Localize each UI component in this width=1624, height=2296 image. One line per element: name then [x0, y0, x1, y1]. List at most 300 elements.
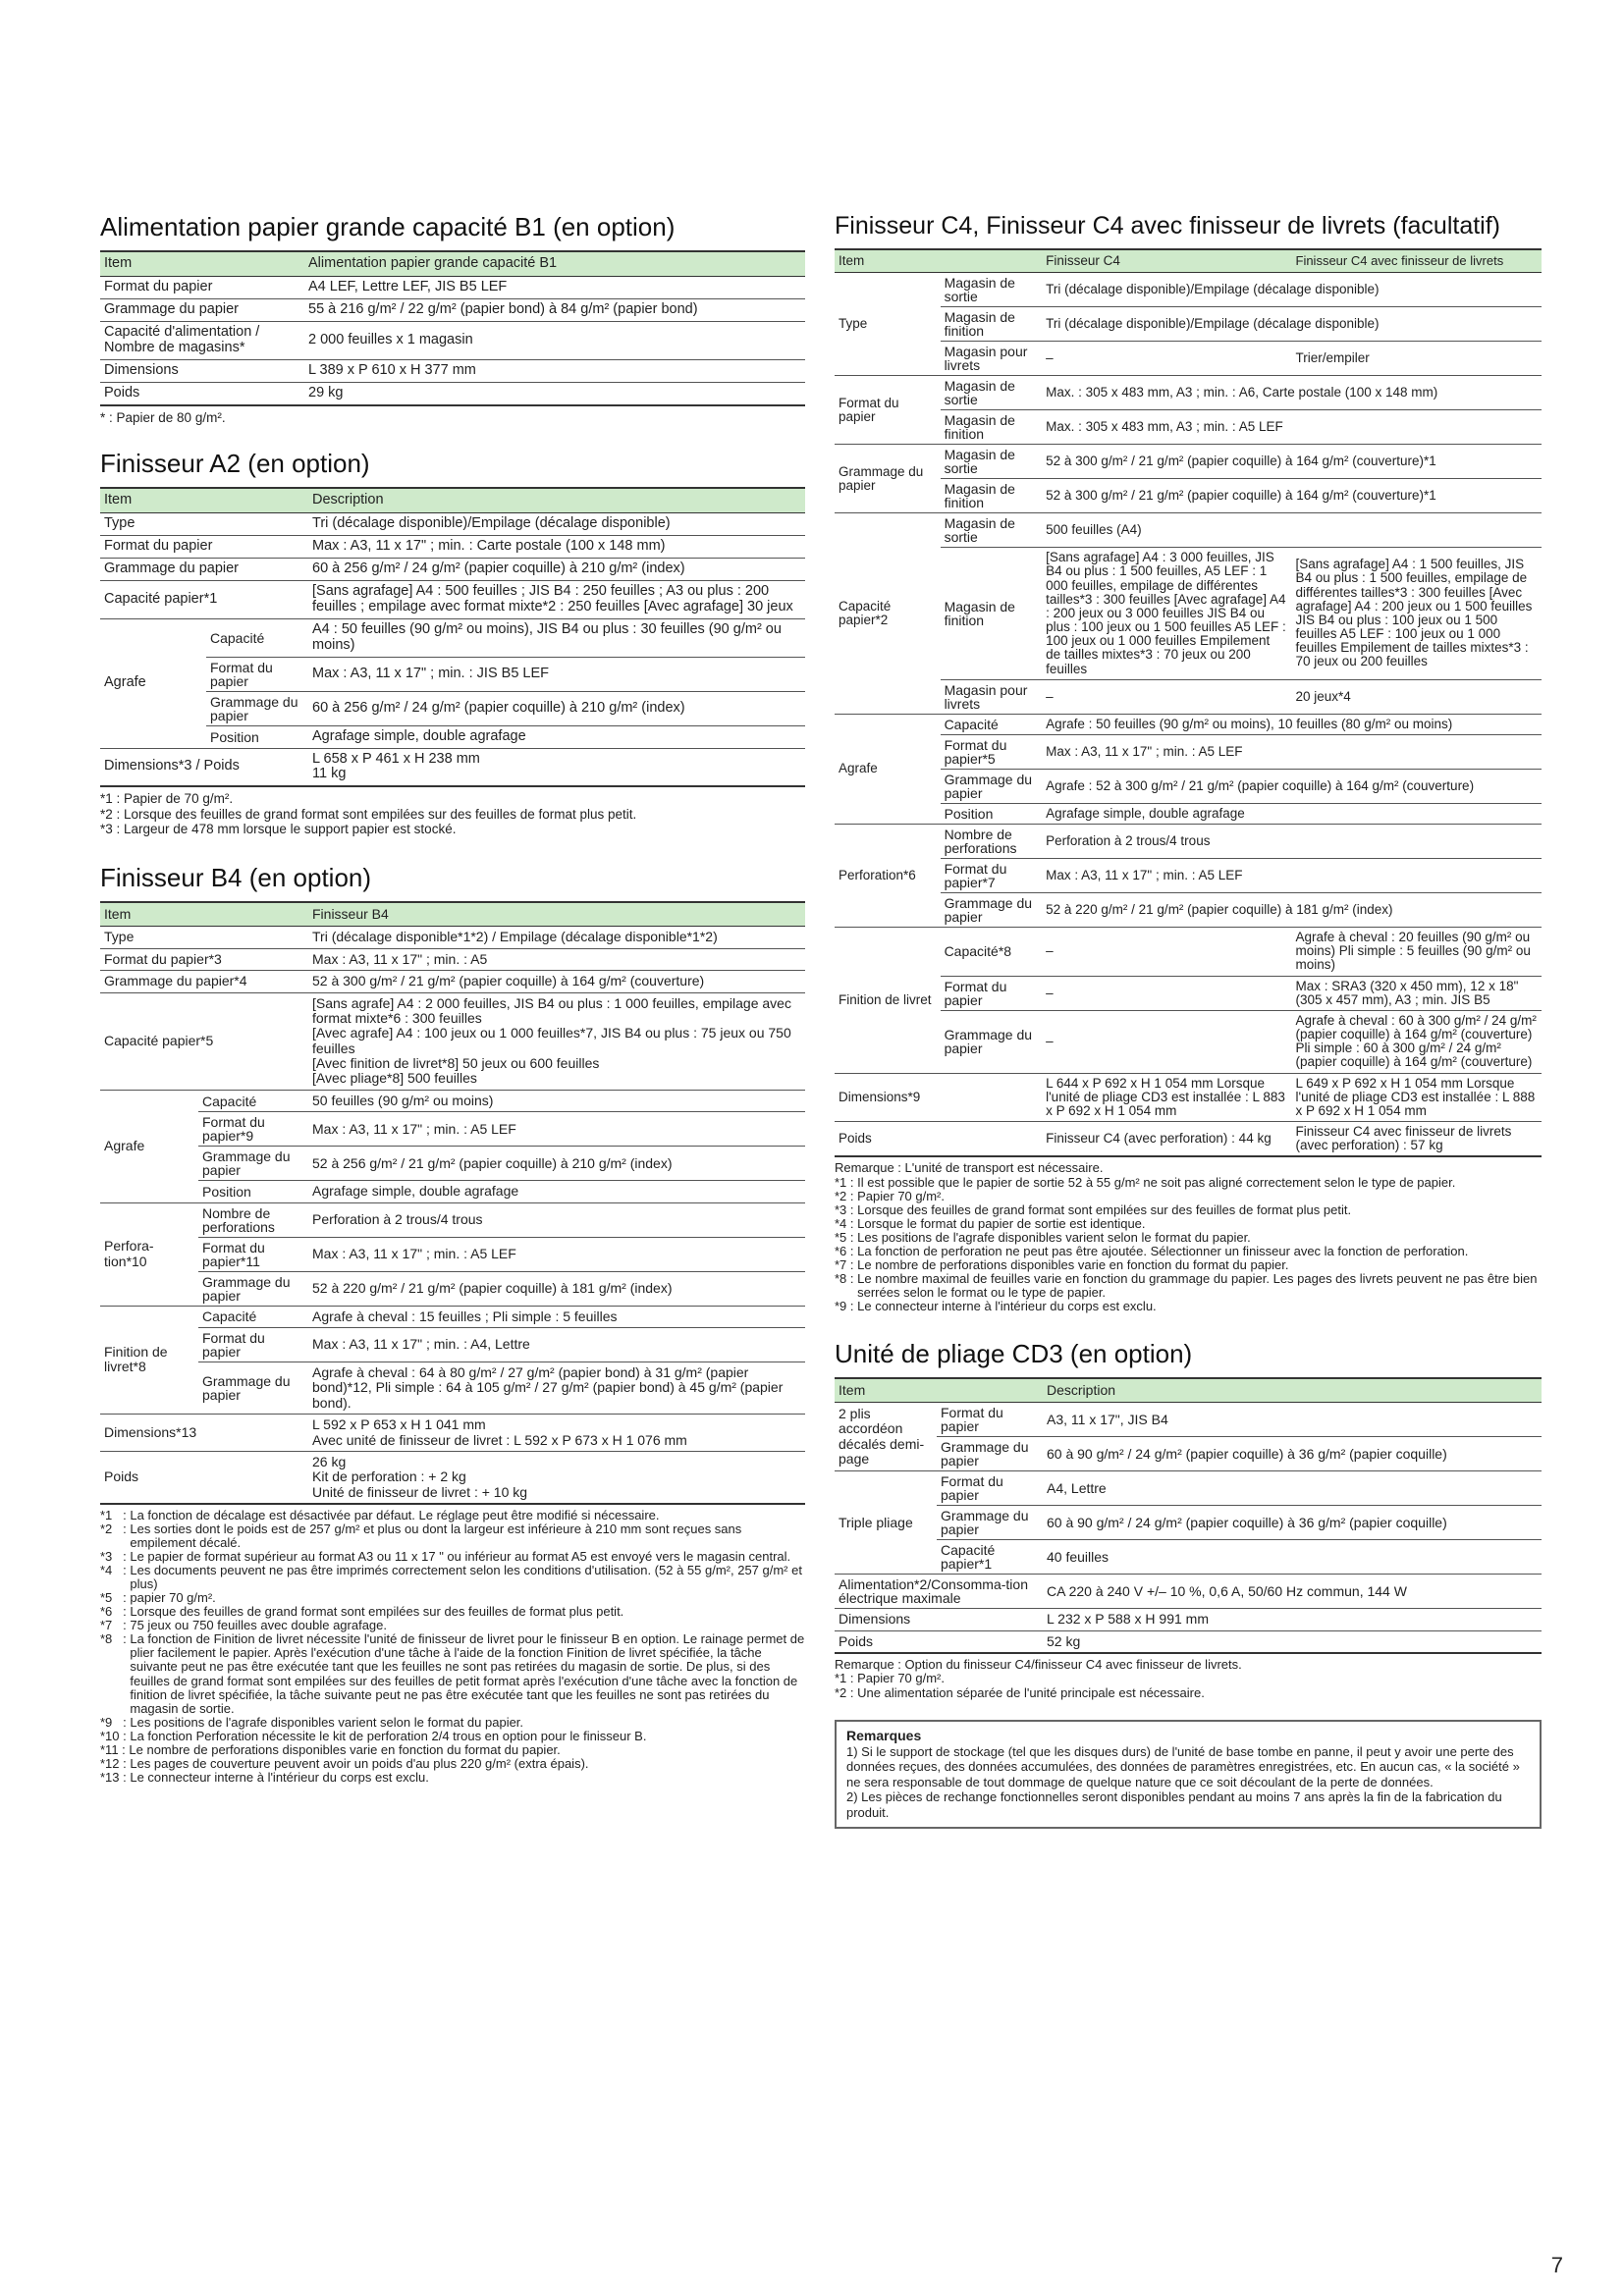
footnote — [100, 1605, 805, 1619]
table-row — [835, 1378, 1542, 1403]
table-cell: L 232 x P 588 x H 991 mm — [1043, 1609, 1542, 1630]
table-row — [100, 927, 805, 948]
remark: Remarque : L'unité de transport est nécessaire. — [835, 1160, 1104, 1176]
table-row — [100, 1306, 805, 1327]
table-cell: Triple pliage — [835, 1471, 937, 1575]
table-cell: Grammage du papier — [941, 769, 1043, 803]
table-cell: Grammage du papier — [198, 1362, 308, 1415]
c4-notes — [835, 1161, 1542, 1312]
footnote — [100, 1550, 805, 1564]
table-cell: Agrafe à cheval : 20 feuilles (90 g/m² ou moins) Pli simple : 5 feuilles (90 g/m² ou moins) — [1292, 928, 1543, 977]
table-row — [100, 1237, 805, 1271]
table-cell: Max. : 305 x 483 mm, A3 ; min. : A5 LEF — [1042, 410, 1542, 445]
footnote-text: Les pages de couverture peuvent avoir un poids d'au plus 220 g/m² (extra épais). — [130, 1755, 589, 1771]
table-row — [835, 1506, 1542, 1540]
table-row — [100, 1415, 805, 1452]
table-row — [835, 1437, 1542, 1471]
table-cell: Max : A3, 11 x 17" ; min. : A4, Lettre — [308, 1328, 805, 1362]
table-row — [100, 298, 805, 321]
table-row — [835, 893, 1542, 928]
table-cell: Grammage du papier — [835, 445, 941, 513]
table-cell: CA 220 à 240 V +/– 10 %, 0,6 A, 50/60 Hz commun, 144 W — [1043, 1575, 1542, 1609]
table-cell: Grammage du papier — [941, 893, 1043, 928]
cd3-title: Unité de pliage CD3 (en option) — [835, 1338, 1193, 1368]
table-cell: Finition de livret*8 — [100, 1306, 198, 1415]
table-row — [100, 535, 805, 558]
footnote-key: *1 : — [100, 1508, 131, 1523]
table-cell: Magasin de finition — [941, 479, 1043, 513]
table-row — [835, 1010, 1542, 1073]
table-row — [100, 902, 805, 927]
b4-notes — [100, 1509, 805, 1785]
footnote-key: *4 : — [100, 1563, 131, 1578]
footnote-text: Le papier de format supérieur au format A3 ou 11 x 17 " ou inférieur au format A5 est envoyé vers le magasin central. — [130, 1549, 791, 1565]
table-cell: Format du papier*9 — [198, 1112, 308, 1147]
table-row — [835, 445, 1542, 479]
footnote-text: Lorsque des feuilles de grand format sont empilées sur des feuilles de format plus petit. — [124, 806, 637, 822]
table-cell: Max : SRA3 (320 x 450 mm), 12 x 18" (305 x 457 mm), A3 ; min. JIS B5 — [1292, 976, 1543, 1010]
footnote — [100, 1743, 805, 1757]
footnote-key: *9 : — [100, 1714, 131, 1730]
table-cell: Finisseur C4 avec finisseur de livrets — [1292, 249, 1543, 273]
table-cell: Item — [100, 251, 304, 276]
table-cell: Dimensions*9 — [835, 1073, 1042, 1122]
table-cell: Format du papier*3 — [100, 948, 308, 970]
footnote — [835, 1686, 1542, 1700]
table-cell: Format du papier — [937, 1471, 1043, 1506]
table-cell: Magasin pour livrets — [941, 679, 1043, 714]
table-cell: 29 kg — [304, 382, 805, 404]
table-cell: 52 à 220 g/m² / 21 g/m² (papier coquille) à 181 g/m² (index) — [308, 1271, 805, 1306]
table-cell: 52 à 300 g/m² / 21 g/m² (papier coquille) à 164 g/m² (couverture)*1 — [1042, 479, 1542, 513]
left-column — [100, 212, 805, 1785]
table-cell: Item — [100, 488, 308, 512]
footnote-key: *1 : — [835, 1671, 858, 1686]
footnote — [100, 1522, 805, 1550]
table-row — [100, 321, 805, 359]
footnote — [835, 1190, 1542, 1203]
table-cell: Capacité — [198, 1306, 308, 1327]
table-cell: Finisseur C4 (avec perforation) : 44 kg — [1042, 1122, 1291, 1157]
table-row — [835, 1630, 1542, 1653]
footnote-text: Les documents peuvent ne pas être imprimés correctement selon les conditions d'utilisation. (52 à 55 g/m², 257 g/m² et plus) — [130, 1563, 802, 1592]
table-cell: A4 : 50 feuilles (90 g/m² ou moins), JIS B4 ou plus : 30 feuilles (90 g/m² ou moins) — [308, 618, 805, 657]
table-cell: 55 à 216 g/m² / 22 g/m² (papier bond) à 84 g/m² (papier bond) — [304, 298, 805, 321]
table-row — [835, 734, 1542, 769]
table-cell: Tri (décalage disponible)/Empilage (décalage disponible) — [1042, 307, 1542, 342]
table-row — [100, 725, 805, 748]
table-cell: Perforation à 2 trous/4 trous — [1042, 825, 1542, 859]
table-row — [835, 859, 1542, 893]
b4-title: Finisseur B4 (en option) — [100, 862, 372, 892]
table-cell: Capacité — [941, 714, 1043, 734]
table-cell — [308, 1415, 805, 1452]
table-cell: Format du papier — [937, 1403, 1043, 1437]
table-cell: Agrafe — [100, 618, 206, 748]
table-cell: Max : A3, 11 x 17" ; min. : A5 LEF — [308, 1112, 805, 1147]
table-row — [100, 276, 805, 298]
footnote — [100, 1564, 805, 1591]
footnote-text: Le nombre de perforations disponibles varie en fonction du format du papier. — [857, 1256, 1289, 1272]
table-cell: Agrafe — [835, 714, 941, 824]
table-cell: Tri (décalage disponible*1*2) / Empilage (décalage disponible*1*2) — [308, 927, 805, 948]
table-row — [835, 1403, 1542, 1437]
footnote-key: *2 : — [100, 1522, 131, 1537]
cell-line: Kit de perforation : + 2 kg — [312, 1468, 466, 1485]
cell-line: L 592 x P 653 x H 1 041 mm — [312, 1416, 486, 1433]
table-cell: – — [1042, 1010, 1291, 1073]
footnote-key: *9 : — [835, 1298, 858, 1313]
table-cell: Capacité — [206, 618, 308, 657]
table-cell: Capacité d'alimentation / Nombre de magasins* — [100, 321, 304, 359]
table-row — [100, 948, 805, 970]
footnote — [835, 1272, 1542, 1300]
table-cell: Type — [100, 513, 308, 536]
table-cell: Grammage du papier — [937, 1506, 1043, 1540]
table-row — [835, 1073, 1542, 1122]
footnote-text: Une alimentation séparée de l'unité principale est nécessaire. — [857, 1684, 1205, 1700]
table-cell — [308, 1451, 805, 1504]
table-cell: Agrafe : 50 feuilles (90 g/m² ou moins), 10 feuilles (80 g/m² ou moins) — [1042, 714, 1542, 734]
cell-line: 26 kg — [312, 1453, 347, 1469]
footnote-key: *3 : — [835, 1201, 858, 1217]
table-row — [100, 971, 805, 992]
table-cell: Grammage du papier*4 — [100, 971, 308, 992]
footnote-text: Les sorties dont le poids est de 257 g/m² et plus ou dont la largeur est inférieure à 210 mm sont reçues sans empilement décalé. — [130, 1522, 742, 1551]
table-cell: – — [1042, 976, 1291, 1010]
table-cell: Format du papier — [206, 657, 308, 691]
table-cell: Format du papier — [835, 376, 941, 445]
table-row — [835, 714, 1542, 734]
b4-table — [100, 901, 805, 1505]
cell-line: [Avec finition de livret*8] 50 jeux ou 600 feuilles — [312, 1055, 600, 1072]
table-cell: Position — [941, 803, 1043, 824]
table-cell: Capacité papier*2 — [835, 513, 941, 715]
remarks-item: 2) Les pièces de rechange fonctionnelles seront disponibles pendant au moins 7 ans après la fin de la fabrication du produit. — [846, 1789, 1502, 1821]
table-cell: Capacité papier*1 — [100, 580, 308, 618]
a2-title: Finisseur A2 (en option) — [100, 449, 370, 479]
table-row — [100, 691, 805, 725]
footnote-key: *7 : — [100, 1618, 131, 1633]
footnote-key: *8 : — [835, 1270, 858, 1286]
cell-line: [Avec agrafe] A4 : 100 jeux ou 1 000 feuilles*7, JIS B4 ou plus : 75 jeux ou 750 feuilles — [312, 1025, 791, 1056]
table-cell: Grammage du papier — [198, 1147, 308, 1181]
table-row — [835, 548, 1542, 680]
table-row — [100, 558, 805, 580]
table-cell: Max : A3, 11 x 17" ; min. : A5 LEF — [1042, 859, 1542, 893]
table-cell: Dimensions — [100, 359, 304, 382]
footnote-text: La fonction de perforation ne peut pas être ajoutée. Sélectionner un finisseur avec la fonction de perforation. — [857, 1243, 1469, 1258]
footnote-key: *1 : — [835, 1174, 858, 1190]
table-row — [835, 769, 1542, 803]
table-cell: Grammage du papier — [198, 1271, 308, 1306]
cell-line: [Avec pliage*8] 500 feuilles — [312, 1070, 477, 1087]
footnote-key: *2 : — [835, 1188, 858, 1203]
table-cell: 40 feuilles — [1043, 1540, 1542, 1575]
footnote-key: *2 : — [835, 1684, 858, 1700]
table-row — [835, 1471, 1542, 1506]
footnote-text: Le connecteur interne à l'intérieur du corps est exclu. — [130, 1769, 429, 1785]
table-cell: Grammage du papier — [100, 558, 308, 580]
table-row — [835, 410, 1542, 445]
footnote-text: Le nombre de perforations disponibles varie en fonction du format du papier. — [129, 1741, 561, 1757]
table-cell: Capacité papier*1 — [937, 1540, 1043, 1575]
table-cell: Grammage du papier — [937, 1437, 1043, 1471]
table-cell: Dimensions*13 — [100, 1415, 308, 1452]
table-row — [100, 488, 805, 512]
footnote — [100, 1591, 805, 1605]
table-cell: Finisseur C4 avec finisseur de livrets (avec perforation) : 57 kg — [1292, 1122, 1543, 1157]
table-cell: Max : A3, 11 x 17" ; min. : A5 LEF — [308, 1237, 805, 1271]
table-cell: Max : A3, 11 x 17" ; min. : A5 LEF — [1042, 734, 1542, 769]
table-cell: [Sans agrafage] A4 : 1 500 feuilles, JIS B4 ou plus : 1 500 feuilles, empilage de différentes tailles*3 : 300 feuilles [Avec agrafage] A4 : 200 jeux ou 1 500 feuilles JIS B4 ou plus : 100 jeux ou 1 500 feuilles A5 LEF : 100 jeux ou 1 000 feuilles Empilement de tailles mixtes*3 : 70 jeux ou 200 feuilles — [1292, 548, 1543, 680]
footnote — [835, 1300, 1542, 1313]
footnote — [100, 822, 805, 837]
table-cell: Grammage du papier — [100, 298, 304, 321]
table-cell: Grammage du papier — [206, 691, 308, 725]
table-cell: Magasin de finition — [941, 410, 1043, 445]
table-row — [835, 273, 1542, 307]
table-row — [835, 928, 1542, 977]
table-cell: 52 à 220 g/m² / 21 g/m² (papier coquille) à 181 g/m² (index) — [1042, 893, 1542, 928]
table-cell: Description — [1043, 1378, 1542, 1403]
footnote — [835, 1231, 1542, 1245]
table-cell — [308, 748, 805, 786]
table-cell: Magasin de sortie — [941, 513, 1043, 548]
footnote-text: Les positions de l'agrafe disponibles varient selon le format du papier. — [857, 1229, 1251, 1245]
table-row — [835, 679, 1542, 714]
footnote — [835, 1203, 1542, 1217]
footnote-key: *10 : — [100, 1728, 131, 1743]
table-cell: Format du papier — [198, 1328, 308, 1362]
table-cell: Poids — [835, 1630, 1043, 1653]
footnote-key: *11 : — [100, 1741, 130, 1757]
table-cell — [308, 992, 805, 1090]
cell-line: 11 kg — [312, 766, 347, 782]
footnote-key: *8 : — [100, 1631, 131, 1647]
footnote-key: *5 : — [100, 1590, 131, 1606]
right-column — [835, 212, 1542, 1829]
table-cell: 500 feuilles (A4) — [1042, 513, 1542, 548]
table-cell: 50 feuilles (90 g/m² ou moins) — [308, 1090, 805, 1111]
footnote-text: papier 70 g/m². — [130, 1590, 216, 1606]
table-cell: Agrafe à cheval : 64 à 80 g/m² / 27 g/m² (papier bond) à 31 g/m² (papier bond)*12, Pli simple : 64 à 105 g/m² / 27 g/m² (papier bond) à 45 g/m² (papier bond). — [308, 1362, 805, 1415]
table-row — [100, 359, 805, 382]
footnote-text: Largeur de 478 mm lorsque le support papier est stocké. — [124, 822, 457, 837]
table-cell: Nombre de perforations — [198, 1202, 308, 1237]
table-row — [835, 513, 1542, 548]
table-row — [835, 1540, 1542, 1575]
footnote-text: Les positions de l'agrafe disponibles varient selon le format du papier. — [130, 1714, 524, 1730]
footnote-text: Lorsque des feuilles de grand format sont empilées sur des feuilles de format plus petit. — [130, 1604, 624, 1620]
footnote-key: *3 : — [100, 1549, 131, 1565]
remarks-title: Remarques — [846, 1727, 922, 1743]
table-row — [835, 825, 1542, 859]
footnote — [835, 1258, 1542, 1272]
table-cell: 2 000 feuilles x 1 magasin — [304, 321, 805, 359]
table-cell: Dimensions — [835, 1609, 1043, 1630]
table-cell: 20 jeux*4 — [1292, 679, 1543, 714]
table-cell: 52 à 300 g/m² / 21 g/m² (papier coquille) à 164 g/m² (couverture) — [308, 971, 805, 992]
table-cell: Agrafage simple, double agrafage — [308, 1181, 805, 1202]
table-cell: Perfora-tion*10 — [100, 1202, 198, 1306]
table-row — [100, 1112, 805, 1147]
footnote — [100, 1757, 805, 1771]
table-cell: Format du papier — [100, 535, 308, 558]
table-cell: Item — [100, 902, 308, 927]
footnote — [100, 807, 805, 823]
table-cell: 2 plis accordéon décalés demi-page — [835, 1403, 937, 1471]
table-cell: – — [1042, 679, 1291, 714]
table-row — [835, 976, 1542, 1010]
table-row — [835, 249, 1542, 273]
table-cell: Alimentation*2/Consomma-tion électrique maximale — [835, 1575, 1043, 1609]
footnote — [835, 1245, 1542, 1258]
table-cell: Format du papier — [941, 976, 1043, 1010]
table-cell: Position — [206, 725, 308, 748]
footnote — [100, 1771, 805, 1785]
table-cell: 60 à 256 g/m² / 24 g/m² (papier coquille) à 210 g/m² (index) — [308, 558, 805, 580]
footnote-key: *13 : — [100, 1769, 131, 1785]
footnote — [100, 1716, 805, 1730]
table-cell: Agrafe à cheval : 60 à 300 g/m² / 24 g/m² (papier coquille) à 164 g/m² (couverture) Pli simple : 60 à 300 g/m² / 24 g/m² (papier coquille) à 164 g/m² (couverture) — [1292, 1010, 1543, 1073]
footnote-text: Papier de 70 g/m². — [124, 791, 234, 807]
table-row — [100, 1090, 805, 1111]
table-cell: Description — [308, 488, 805, 512]
table-cell: Magasin de sortie — [941, 376, 1043, 410]
table-cell: Format du papier*11 — [198, 1237, 308, 1271]
table-cell: Format du papier*7 — [941, 859, 1043, 893]
table-cell: Magasin de finition — [941, 548, 1043, 680]
cell-line: L 658 x P 461 x H 238 mm — [312, 750, 480, 767]
table-row — [100, 992, 805, 1090]
footnote — [100, 1509, 805, 1522]
table-row — [100, 1202, 805, 1237]
table-row — [835, 1609, 1542, 1630]
footnote-key: *5 : — [835, 1229, 858, 1245]
table-cell: 60 à 256 g/m² / 24 g/m² (papier coquille) à 210 g/m² (index) — [308, 691, 805, 725]
table-cell: Poids — [100, 1451, 308, 1504]
footnote — [100, 1619, 805, 1632]
footnote-key: *12 : — [100, 1755, 131, 1771]
table-row — [100, 1362, 805, 1415]
remarks-item: 1) Si le support de stockage (tel que les disques durs) de l'unité de base tombe en panne, il peut y avoir une perte des données reçues, des données accumulées, des données de paramètres enregistrées, etc. En aucun cas, « la société » ne sera responsable de tout dommage de quelque nature que ce soit découlant de la perte de données. — [846, 1743, 1520, 1789]
footnote-key: *7 : — [835, 1256, 858, 1272]
table-cell: 52 à 300 g/m² / 21 g/m² (papier coquille) à 164 g/m² (couverture)*1 — [1042, 445, 1542, 479]
b1-title: Alimentation papier grande capacité B1 (en option) — [100, 212, 676, 241]
footnote-key: *4 : — [835, 1215, 858, 1231]
footnote — [835, 1176, 1542, 1190]
footnote-key: *2 : — [100, 806, 125, 822]
table-row — [100, 1147, 805, 1181]
table-cell: [Sans agrafage] A4 : 3 000 feuilles, JIS B4 ou plus : 1 500 feuilles, A5 LEF : 1 000 feuilles, empilage de différentes tailles*3 : 300 feuilles [Avec agrafage] A4 : 200 jeux ou 3 000 feuilles JIS B4 ou plus : 100 jeux ou 1 500 feuilles A5 LEF : 100 jeux ou 1 000 feuilles Empilement de tailles mixtes*3 : 70 jeux ou 200 feuilles — [1042, 548, 1291, 680]
a2-notes — [100, 791, 805, 837]
table-cell: A3, 11 x 17", JIS B4 — [1043, 1403, 1542, 1437]
b1-table — [100, 250, 805, 406]
table-cell: Magasin de sortie — [941, 273, 1043, 307]
table-cell: Magasin pour livrets — [941, 342, 1043, 376]
table-row — [100, 1271, 805, 1306]
cell-line: Unité de finisseur de livret : + 10 kg — [312, 1483, 528, 1500]
table-cell: Position — [198, 1181, 308, 1202]
table-cell: Max : A3, 11 x 17" ; min. : Carte postale (100 x 148 mm) — [308, 535, 805, 558]
table-row — [835, 376, 1542, 410]
table-cell: Agrafage simple, double agrafage — [308, 725, 805, 748]
table-cell: Item — [835, 1378, 1043, 1403]
footnote — [100, 1730, 805, 1743]
table-cell: Agrafe : 52 à 300 g/m² / 21 g/m² (papier coquille) à 164 g/m² (couverture) — [1042, 769, 1542, 803]
footnote — [100, 791, 805, 807]
table-cell: Type — [835, 273, 941, 376]
table-cell: [Sans agrafage] A4 : 500 feuilles ; JIS B4 : 250 feuilles ; A3 ou plus : 200 feuilles ; empilage avec format mixte*2 : 250 feuilles [Avec agrafage] 30 jeux — [308, 580, 805, 618]
table-row — [100, 657, 805, 691]
table-cell: Type — [100, 927, 308, 948]
table-cell: L 644 x P 692 x H 1 054 mm Lorsque l'unité de pliage CD3 est installée : L 883 x P 692 x H 1 054 mm — [1042, 1073, 1291, 1122]
table-cell: Finisseur B4 — [308, 902, 805, 927]
table-cell: Agrafe à cheval : 15 feuilles ; Pli simple : 5 feuilles — [308, 1306, 805, 1327]
cell-line: Avec unité de finisseur de livret : L 592 x P 673 x H 1 076 mm — [312, 1431, 687, 1448]
remarks-box — [835, 1720, 1542, 1829]
table-row — [835, 1575, 1542, 1609]
table-cell: Max. : 305 x 483 mm, A3 ; min. : A6, Carte postale (100 x 148 mm) — [1042, 376, 1542, 410]
c4-table — [835, 248, 1542, 1157]
table-row — [100, 1451, 805, 1504]
table-row — [100, 580, 805, 618]
table-cell: Magasin de finition — [941, 307, 1043, 342]
footnote-text: 75 jeux ou 750 feuilles avec double agrafage. — [130, 1618, 387, 1633]
table-row — [100, 251, 805, 276]
footnote — [835, 1672, 1542, 1685]
footnote — [100, 1632, 805, 1715]
table-cell: Perforation*6 — [835, 825, 941, 928]
table-row — [100, 382, 805, 404]
table-cell: Tri (décalage disponible)/Empilage (décalage disponible) — [308, 513, 805, 536]
table-row — [100, 748, 805, 786]
table-cell: Magasin de sortie — [941, 445, 1043, 479]
table-cell: Capacité papier*5 — [100, 992, 308, 1090]
table-cell: Poids — [835, 1122, 1042, 1157]
table-cell: – — [1042, 928, 1291, 977]
table-cell: Dimensions*3 / Poids — [100, 748, 308, 786]
table-cell: 52 kg — [1043, 1630, 1542, 1653]
footnote-text: Papier 70 g/m². — [857, 1671, 945, 1686]
footnote-text: Lorsque des feuilles de grand format sont empilées sur des feuilles de format plus petit. — [857, 1201, 1352, 1217]
table-cell: Trier/empiler — [1292, 342, 1543, 376]
footnote-text: La fonction de Finition de livret nécessite l'unité de finisseur de livret pour le finisseur B en option. Le rainage permet de plier facilement le papier. Après l'exécution d'une tâche à l'aide de la fonction Finition de livret spécifiée, la tâche suivante peut ne pas être exécutée tant que les feuilles ne sont pas retirées du magasin de sortie. De plus, si des feuilles de grand format sont empilées sur des feuilles de petit format après l'exécution d'une tâche avec la fonction de finition de livret spécifiée, la tâche suivante peut ne pas être exécutée tant que les feuilles ne sont pas retirées du magasin de sortie. — [130, 1631, 805, 1716]
cell-line: [Sans agrafe] A4 : 2 000 feuilles, JIS B4 ou plus : 1 000 feuilles, empilage avec format mixte*6 : 300 feuilles — [312, 994, 791, 1026]
table-cell: Tri (décalage disponible)/Empilage (décalage disponible) — [1042, 273, 1542, 307]
table-cell: Poids — [100, 382, 304, 404]
table-row — [835, 1122, 1542, 1157]
table-cell: Nombre de perforations — [941, 825, 1043, 859]
table-cell: A4, Lettre — [1043, 1471, 1542, 1506]
table-cell: Item — [835, 249, 1042, 273]
cd3-table — [835, 1377, 1542, 1654]
b1-note: * : Papier de 80 g/m². — [100, 409, 226, 425]
table-cell: L 389 x P 610 x H 377 mm — [304, 359, 805, 382]
c4-title: Finisseur C4, Finisseur C4 avec finisseur de livrets (facultatif) — [835, 212, 1501, 240]
table-row — [835, 342, 1542, 376]
footnote-key: *6 : — [835, 1243, 858, 1258]
cd3-notes — [835, 1658, 1542, 1700]
table-cell: Format du papier*5 — [941, 734, 1043, 769]
footnote-text: La fonction Perforation nécessite le kit de perforation 2/4 trous en option pour le finisseur B. — [130, 1728, 647, 1743]
footnote-key: *3 : — [100, 822, 125, 837]
table-cell: 60 à 90 g/m² / 24 g/m² (papier coquille) à 36 g/m² (papier coquille) — [1043, 1437, 1542, 1471]
table-cell: Alimentation papier grande capacité B1 — [304, 251, 805, 276]
footnote-text: Le nombre maximal de feuilles varie en fonction du grammage du papier. Les pages des livrets peuvent ne pas être bien serrées selon le format ou le type de papier. — [857, 1270, 1538, 1300]
footnote-key: *6 : — [100, 1604, 131, 1620]
